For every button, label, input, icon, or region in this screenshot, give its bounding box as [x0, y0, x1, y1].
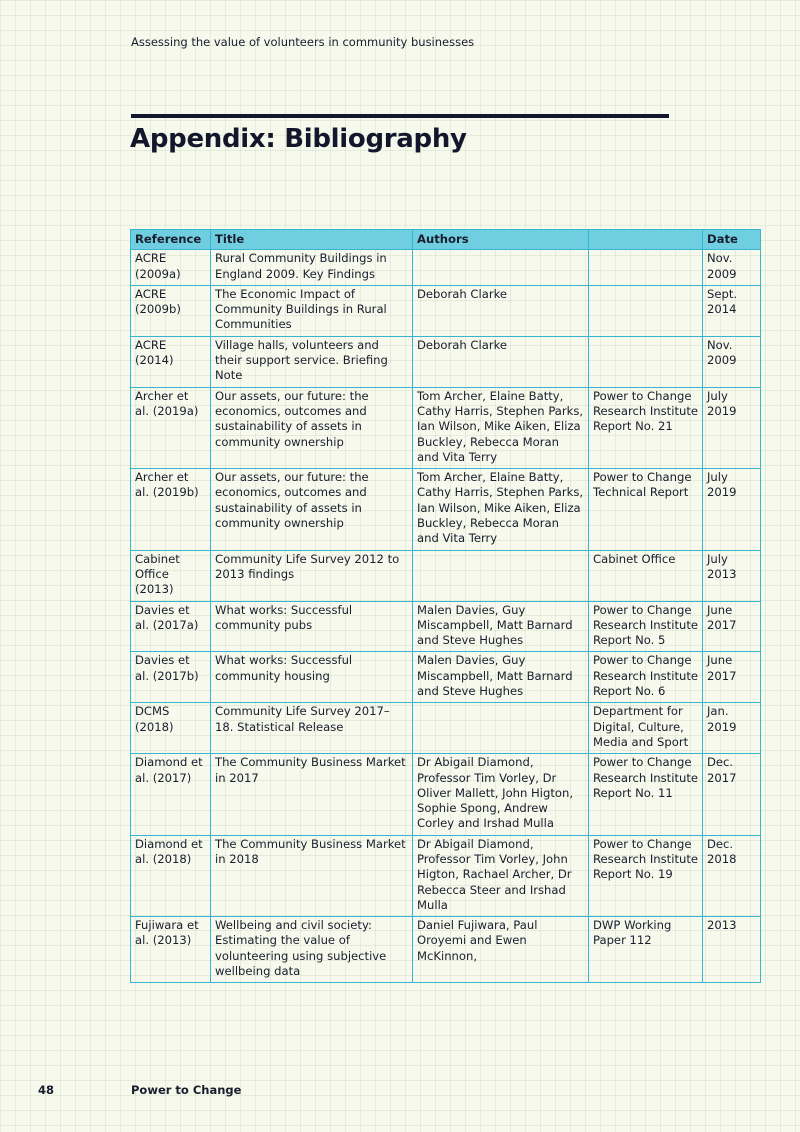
cell-reference: ACRE (2014): [131, 336, 211, 387]
cell-date: Nov. 2009: [703, 250, 761, 286]
table-row: [131, 387, 761, 468]
cell-publisher: Power to Change Research Institute Report No. 19: [589, 835, 703, 916]
cell-publisher: [589, 285, 703, 336]
cell-title: Wellbeing and civil society: Estimating the value of volunteering using subjective wellbeing data: [211, 917, 413, 983]
cell-authors: Malen Davies, Guy Miscampbell, Matt Barnard and Steve Hughes: [413, 652, 589, 703]
cell-date: Dec. 2017: [703, 754, 761, 835]
cell-reference: Diamond et al. (2017): [131, 754, 211, 835]
cell-reference: Archer et al. (2019a): [131, 387, 211, 468]
cell-title: Community Life Survey 2012 to 2013 findings: [211, 550, 413, 601]
cell-reference: DCMS (2018): [131, 703, 211, 754]
cell-publisher: Cabinet Office: [589, 550, 703, 601]
col-header-reference: Reference: [131, 230, 211, 250]
cell-reference: Davies et al. (2017b): [131, 652, 211, 703]
table-row: [131, 550, 761, 601]
cell-authors: [413, 703, 589, 754]
table-row: [131, 250, 761, 286]
cell-publisher: Power to Change Research Institute Report No. 11: [589, 754, 703, 835]
cell-publisher: Power to Change Research Institute Report No. 6: [589, 652, 703, 703]
cell-date: Nov. 2009: [703, 336, 761, 387]
cell-reference: Davies et al. (2017a): [131, 601, 211, 652]
table-row: [131, 601, 761, 652]
cell-title: Village halls, volunteers and their support service. Briefing Note: [211, 336, 413, 387]
col-header-date: Date: [703, 230, 761, 250]
table-row: [131, 754, 761, 835]
cell-publisher: [589, 336, 703, 387]
cell-title: What works: Successful community pubs: [211, 601, 413, 652]
table-row: [131, 703, 761, 754]
running-header: Assessing the value of volunteers in community businesses: [131, 35, 475, 49]
page-title: Appendix: Bibliography: [130, 124, 467, 154]
cell-publisher: Power to Change Research Institute Report No. 5: [589, 601, 703, 652]
cell-authors: Daniel Fujiwara, Paul Oroyemi and Ewen McKinnon,: [413, 917, 589, 983]
cell-authors: Deborah Clarke: [413, 285, 589, 336]
cell-publisher: [589, 250, 703, 286]
cell-date: July 2013: [703, 550, 761, 601]
table-row: [131, 285, 761, 336]
cell-title: The Community Business Market in 2018: [211, 835, 413, 916]
cell-reference: ACRE (2009a): [131, 250, 211, 286]
cell-title: Community Life Survey 2017–18. Statistical Release: [211, 703, 413, 754]
cell-publisher: Power to Change Research Institute Report No. 21: [589, 387, 703, 468]
cell-authors: [413, 250, 589, 286]
table-row: [131, 835, 761, 916]
cell-title: Our assets, our future: the economics, outcomes and sustainability of assets in community ownership: [211, 387, 413, 468]
cell-title: Our assets, our future: the economics, outcomes and sustainability of assets in community ownership: [211, 469, 413, 550]
cell-reference: ACRE (2009b): [131, 285, 211, 336]
cell-authors: Dr Abigail Diamond, Professor Tim Vorley, Dr Oliver Mallett, John Higton, Sophie Spong, Andrew Corley and Irshad Mulla: [413, 754, 589, 835]
cell-reference: Fujiwara et al. (2013): [131, 917, 211, 983]
cell-title: Rural Community Buildings in England 2009. Key Findings: [211, 250, 413, 286]
cell-title: What works: Successful community housing: [211, 652, 413, 703]
cell-date: June 2017: [703, 652, 761, 703]
cell-date: June 2017: [703, 601, 761, 652]
table-header-row: [131, 230, 761, 250]
bibliography-table: [130, 229, 761, 983]
footer-brand: Power to Change: [131, 1083, 242, 1097]
cell-title: The Economic Impact of Community Buildings in Rural Communities: [211, 285, 413, 336]
cell-date: Sept. 2014: [703, 285, 761, 336]
cell-authors: Malen Davies, Guy Miscampbell, Matt Barnard and Steve Hughes: [413, 601, 589, 652]
cell-publisher: Department for Digital, Culture, Media and Sport: [589, 703, 703, 754]
cell-date: July 2019: [703, 387, 761, 468]
col-header-title: Title: [211, 230, 413, 250]
cell-reference: Archer et al. (2019b): [131, 469, 211, 550]
cell-date: July 2019: [703, 469, 761, 550]
table-row: [131, 469, 761, 550]
cell-authors: Dr Abigail Diamond, Professor Tim Vorley, John Higton, Rachael Archer, Dr Rebecca Steer and Irshad Mulla: [413, 835, 589, 916]
cell-reference: Diamond et al. (2018): [131, 835, 211, 916]
cell-publisher: DWP Working Paper 112: [589, 917, 703, 983]
cell-authors: Tom Archer, Elaine Batty, Cathy Harris, Stephen Parks, Ian Wilson, Mike Aiken, Eliza Buckley, Rebecca Moran and Vita Terry: [413, 387, 589, 468]
cell-publisher: Power to Change Technical Report: [589, 469, 703, 550]
cell-date: Jan. 2019: [703, 703, 761, 754]
table-row: [131, 917, 761, 983]
cell-authors: Deborah Clarke: [413, 336, 589, 387]
cell-date: Dec. 2018: [703, 835, 761, 916]
cell-authors: Tom Archer, Elaine Batty, Cathy Harris, Stephen Parks, Ian Wilson, Mike Aiken, Eliza Buckley, Rebecca Moran and Vita Terry: [413, 469, 589, 550]
page-number: 48: [38, 1083, 55, 1097]
cell-date: 2013: [703, 917, 761, 983]
cell-reference: Cabinet Office (2013): [131, 550, 211, 601]
cell-authors: [413, 550, 589, 601]
col-header-publisher: [589, 230, 703, 250]
title-rule: [131, 114, 669, 118]
cell-title: The Community Business Market in 2017: [211, 754, 413, 835]
table-row: [131, 652, 761, 703]
col-header-authors: Authors: [413, 230, 589, 250]
table-row: [131, 336, 761, 387]
